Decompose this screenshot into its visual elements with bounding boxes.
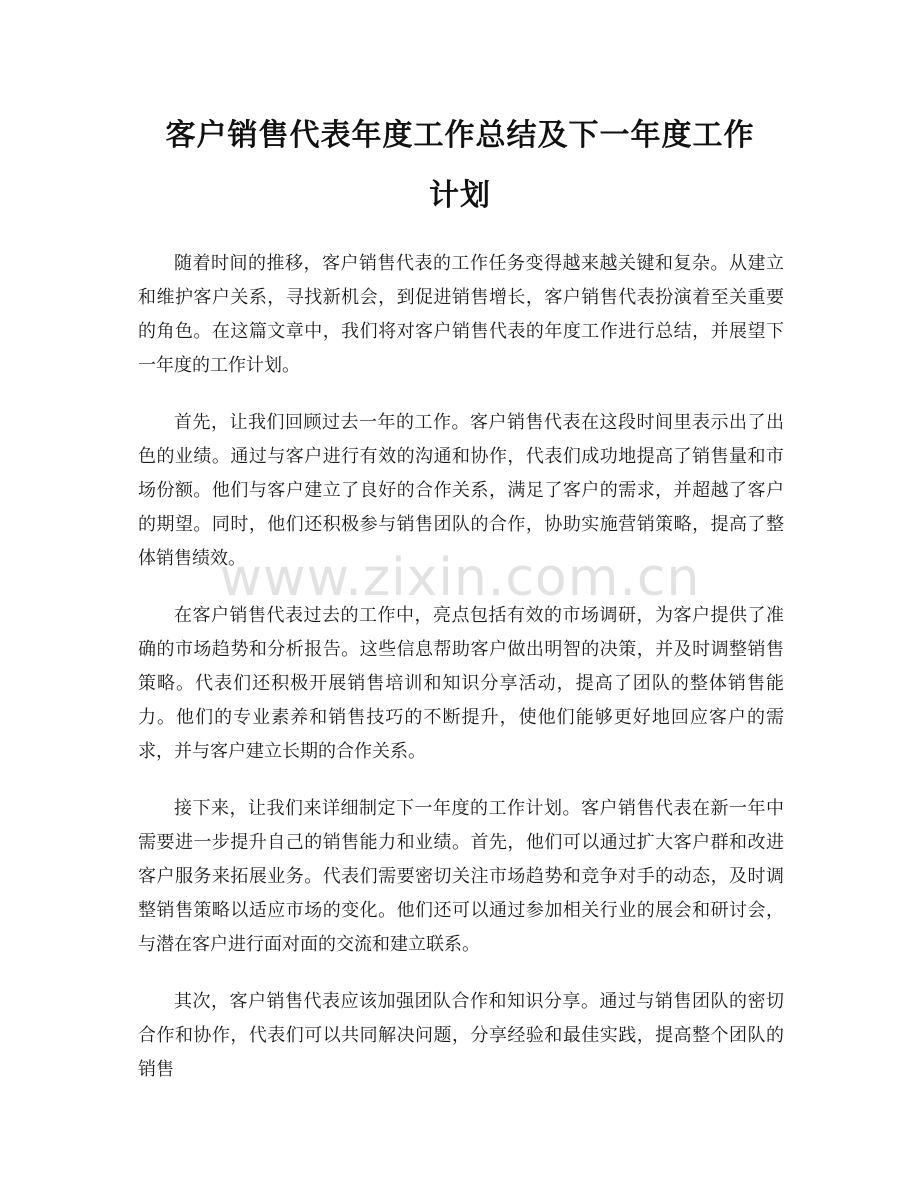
paragraph-1: 随着时间的推移，客户销售代表的工作任务变得越来越关键和复杂。从建立和维护客户关系，寻找新机会，到促进销售增长，客户销售代表扮演着至关重要的角色。在这篇文章中，我们将对客户销售代表的年度工作进行总结，并展望下一年度的工作计划。 — [138, 253, 784, 376]
watermark-text: www.zixin.com.cn — [219, 548, 701, 608]
title-line-2: 计划 — [429, 178, 491, 213]
paragraph-3: 在客户销售代表过去的工作中，亮点包括有效的市场调研，为客户提供了准确的市场趋势和分析报告。这些信息帮助客户做出明智的决策，并及时调整销售策略。代表们还积极开展销售培训和知识分享活动，提高了团队的整体销售能力。他们的专业素养和销售技巧的不断提升，使他们能够更好地回应客户的需求，并与客户建立长期的合作关系。 — [138, 605, 784, 762]
document-title — [138, 106, 782, 226]
title-line-1: 客户销售代表年度工作总结及下一年度工作 — [165, 118, 755, 153]
document-body — [138, 247, 784, 1110]
paragraph-4: 接下来，让我们来详细制定下一年度的工作计划。客户销售代表在新一年中需要进一步提升自己的销售能力和业绩。首先，他们可以通过扩大客户群和改进客户服务来拓展业务。代表们需要密切关注市场趋势和竞争对手的动态，及时调整销售策略以适应市场的变化。他们还可以通过参加相关行业的展会和研讨会，与潜在客户进行面对面的交流和建立联系。 — [138, 798, 784, 955]
paragraph-5: 其次，客户销售代表应该加强团队合作和知识分享。通过与销售团队的密切合作和协作，代表们可以共同解决问题，分享经验和最佳实践，提高整个团队的销售 — [138, 991, 784, 1080]
paragraph-2: 首先，让我们回顾过去一年的工作。客户销售代表在这段时间里表示出了出色的业绩。通过与客户进行有效的沟通和协作，代表们成功地提高了销售量和市场份额。他们与客户建立了良好的合作关系，满足了客户的需求，并超越了客户的期望。同时，他们还积极参与销售团队的合作，协助实施营销策略，提高了整体销售绩效。 — [138, 412, 784, 569]
